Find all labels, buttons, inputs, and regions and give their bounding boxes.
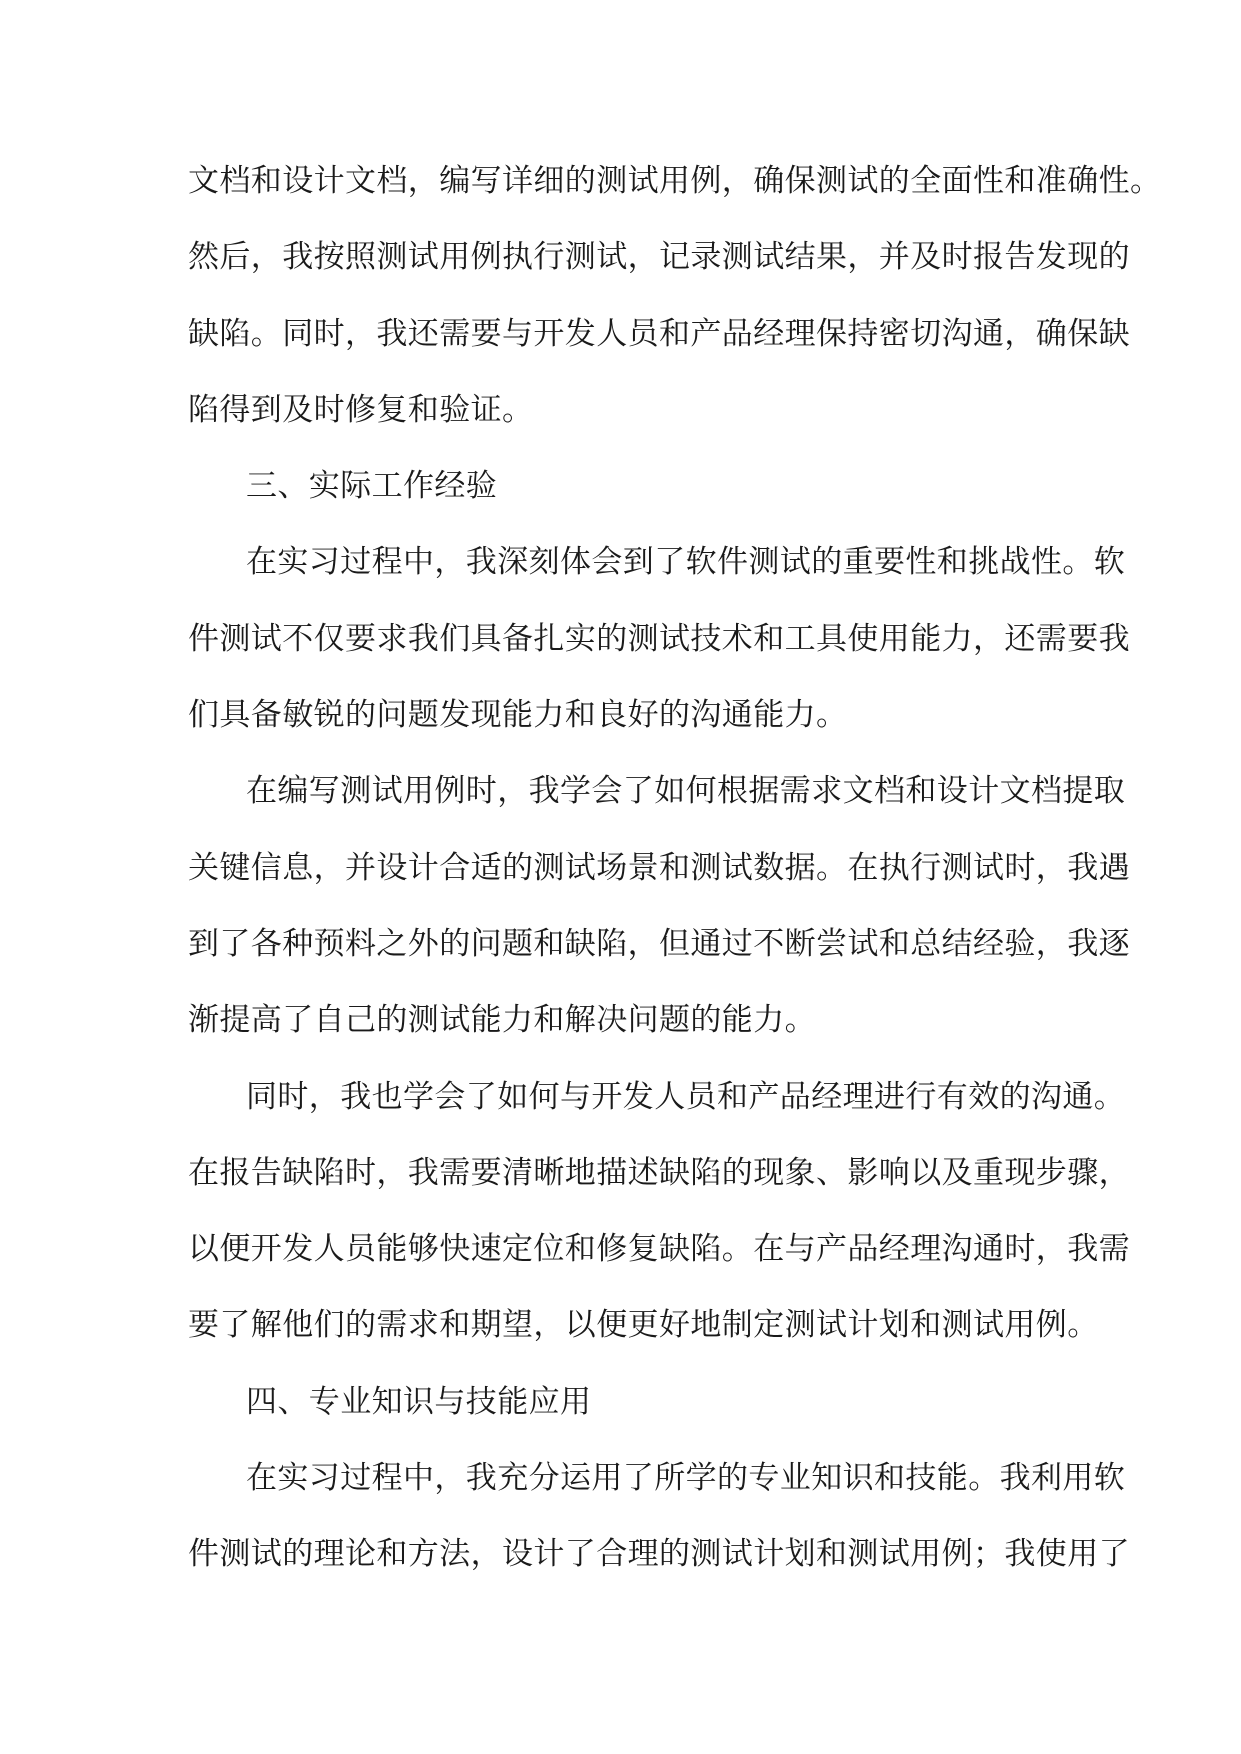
text-line: 在实习过程中，我深刻体会到了软件测试的重要性和挑战性。软 xyxy=(246,544,1126,581)
text-line: 到了各种预料之外的问题和缺陷，但通过不断尝试和总结经验，我逐 xyxy=(188,925,1130,962)
text-line: 要了解他们的需求和期望，以便更好地制定测试计划和测试用例。 xyxy=(188,1307,1099,1344)
text-line: 以便开发人员能够快速定位和修复缺陷。在与产品经理沟通时，我需 xyxy=(188,1231,1130,1268)
text-line: 陷得到及时修复和验证。 xyxy=(188,391,534,428)
text-line: 文档和设计文档，编写详细的测试用例，确保测试的全面性和准确性。 xyxy=(188,163,1162,199)
text-line: 件测试的理论和方法，设计了合理的测试计划和测试用例；我使用了 xyxy=(188,1536,1130,1573)
text-line: 同时，我也学会了如何与开发人员和产品经理进行有效的沟通。 xyxy=(246,1078,1126,1115)
document-body xyxy=(188,143,1162,1593)
section-heading: 四、专业知识与技能应用 xyxy=(246,1383,592,1420)
text-line: 渐提高了自己的测试能力和解决问题的能力。 xyxy=(188,1002,816,1039)
text-line: 缺陷。同时，我还需要与开发人员和产品经理保持密切沟通，确保缺 xyxy=(188,315,1130,352)
text-line: 件测试不仅要求我们具备扎实的测试技术和工具使用能力，还需要我 xyxy=(188,620,1130,657)
text-line: 在报告缺陷时，我需要清晰地描述缺陷的现象、影响以及重现步骤， xyxy=(188,1154,1130,1191)
text-line: 然后，我按照测试用例执行测试，记录测试结果，并及时报告发现的 xyxy=(188,239,1130,276)
text-line: 们具备敏锐的问题发现能力和良好的沟通能力。 xyxy=(188,697,848,734)
text-line: 在实习过程中，我充分运用了所学的专业知识和技能。我利用软 xyxy=(246,1460,1126,1497)
text-line: 关键信息，并设计合适的测试场景和测试数据。在执行测试时，我遇 xyxy=(188,849,1130,886)
text-line: 在编写测试用例时，我学会了如何根据需求文档和设计文档提取 xyxy=(246,773,1126,810)
section-heading: 三、实际工作经验 xyxy=(246,468,498,505)
